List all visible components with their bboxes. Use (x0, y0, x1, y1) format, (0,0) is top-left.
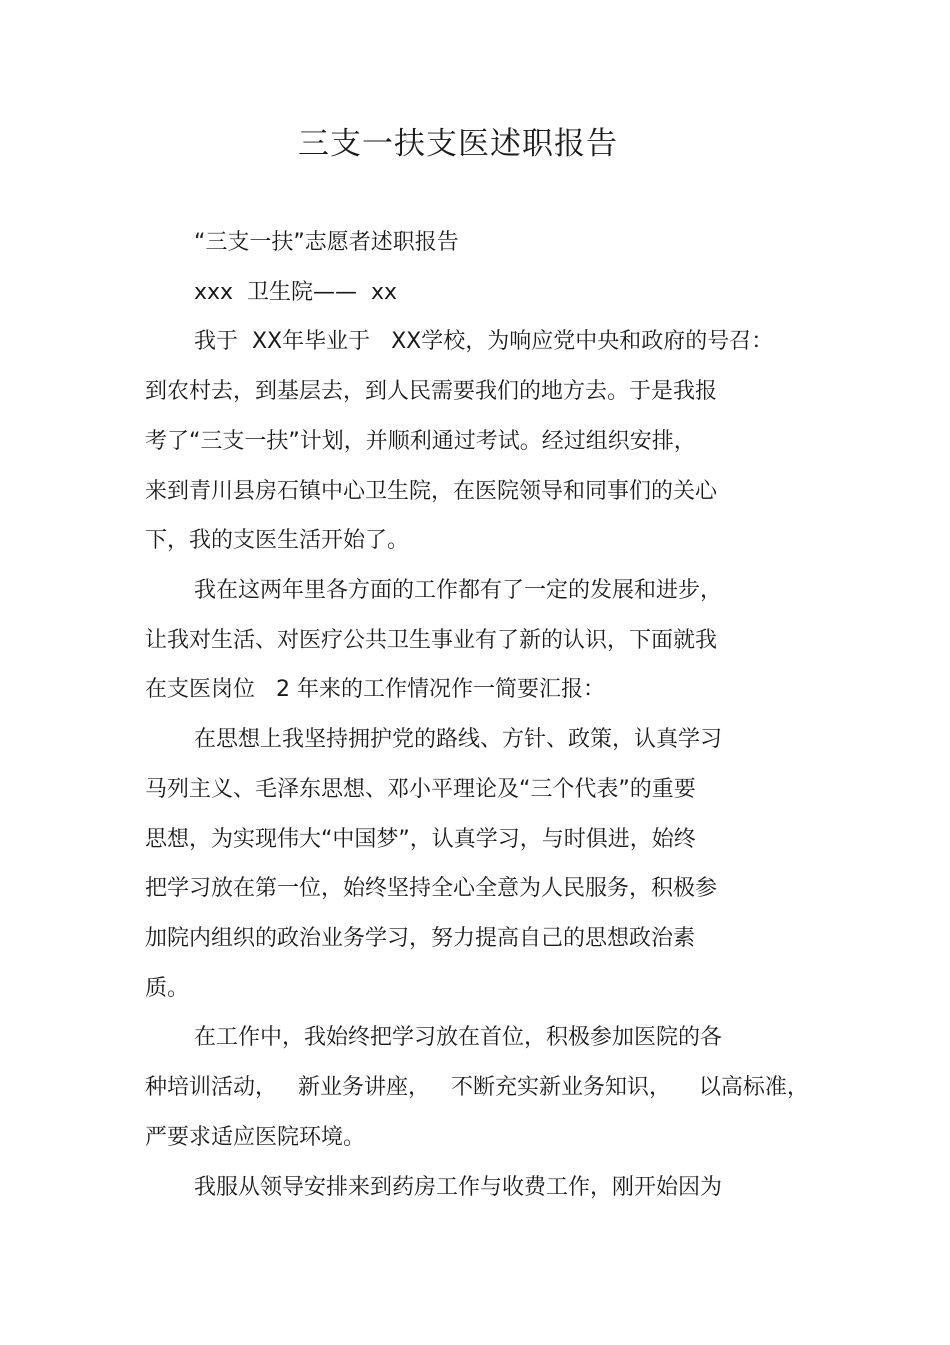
paragraph-3-line-1: 在思想上我坚持拥护党的路线、方针、政策，认真学习 (194, 727, 723, 752)
paragraph-3-line-2: 马列主义、毛泽东思想、邓小平理论及“三个代表”的重要 (145, 777, 696, 802)
paragraph-4-line-2: 种培训活动， 新业务讲座， 不断充实新业务知识， 以高标准， (145, 1075, 809, 1100)
paragraph-2-line-3: 在支医岗位 2 年来的工作情况作一简要汇报： (145, 677, 605, 702)
subtitle: “三支一扶”志愿者述职报告 (194, 230, 459, 255)
document-title: 三支一扶支医述职报告 (298, 126, 618, 162)
paragraph-1-line-2: 到农村去，到基层去，到人民需要我们的地方去。于是我报 (145, 379, 718, 404)
paragraph-2-line-2: 让我对生活、对医疗公共卫生事业有了新的认识，下面就我 (145, 628, 718, 653)
paragraph-1-line-3: 考了“三支一扶”计划，并顺利通过考试。经过组织安排， (145, 429, 696, 454)
paragraph-5-line-1: 我服从领导安排来到药房工作与收费工作，刚开始因为 (194, 1175, 723, 1200)
paragraph-4-line-1: 在工作中，我始终把学习放在首位，积极参加医院的各 (194, 1025, 723, 1050)
paragraph-4-line-3: 严要求适应医院环境。 (145, 1125, 366, 1150)
paragraph-1-line-5: 下，我的支医生活开始了。 (145, 528, 410, 553)
paragraph-3-line-4: 把学习放在第一位，始终坚持全心全意为人民服务，积极参 (145, 876, 718, 901)
paragraph-3-line-6: 质。 (145, 976, 190, 1001)
paragraph-1-line-4: 来到青川县房石镇中心卫生院，在医院领导和同事们的关心 (145, 479, 718, 504)
author-line: xxx 卫生院—— xx (194, 280, 398, 305)
paragraph-1-line-1: 我于 XX年毕业于 XX学校，为响应党中央和政府的号召： (194, 329, 774, 354)
paragraph-3-line-5: 加院内组织的政治业务学习，努力提高自己的思想政治素 (145, 926, 696, 951)
paragraph-3-line-3: 思想，为实现伟大“中国梦”，认真学习，与时俱进，始终 (145, 827, 696, 852)
paragraph-2-line-1: 我在这两年里各方面的工作都有了一定的发展和进步， (194, 578, 723, 603)
